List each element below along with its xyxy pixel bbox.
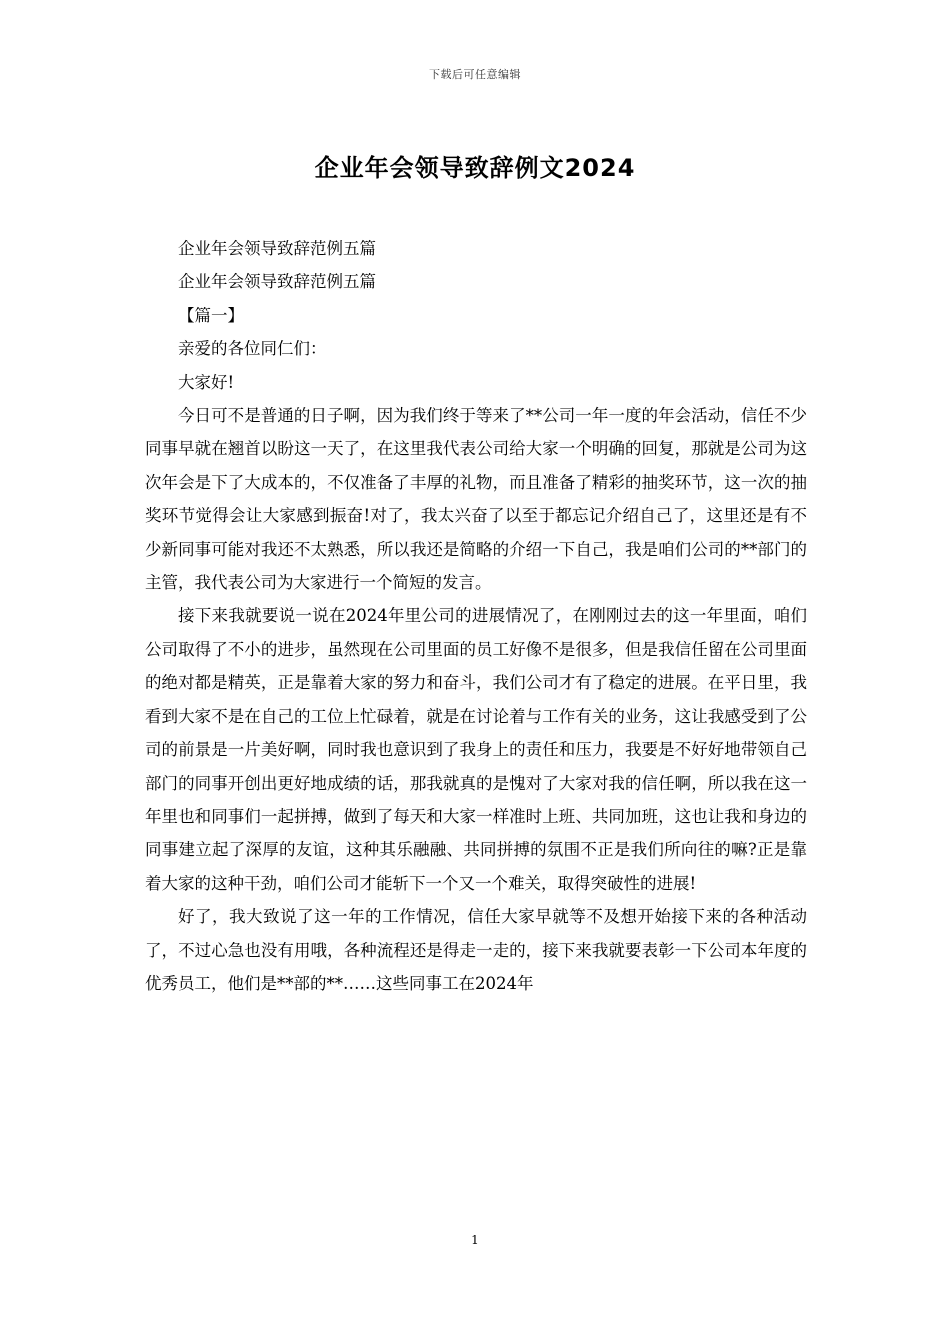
paragraph-section-label: 【篇一】 (178, 305, 244, 325)
paragraph-greeting: 大家好! (178, 372, 235, 392)
header-note: 下载后可任意编辑 (429, 68, 521, 81)
paragraph-subtitle-2: 企业年会领导致辞范例五篇 (178, 272, 376, 292)
paragraph-body-3: 好了，我大致说了这一年的工作情况，信任大家早就等不及想开始接下来的各种活动了，不过心急也没有用哦，各种流程还是得走一走的，接下来我就要表彰一下公司本年度的优秀员工，他们是**部的**……这些同事工在2024年 (145, 907, 807, 993)
paragraph-body-1: 今日可不是普通的日子啊，因为我们终于等来了**公司一年一度的年会活动，信任不少同事早就在翘首以盼这一天了，在这里我代表公司给大家一个明确的回复，那就是公司为这次年会是下了大成本的，不仅准备了丰厚的礼物，而且准备了精彩的抽奖环节，这一次的抽奖环节觉得会让大家感到振奋!对了，我太兴奋了以至于都忘记介绍自己了，这里还是有不少新同事可能对我还不太熟悉，所以我还是简略的介绍一下自己，我是咱们公司的**部门的主管，我代表公司为大家进行一个简短的发言。 (145, 406, 807, 593)
page-number: 1 (471, 1233, 479, 1247)
document-title: 企业年会领导致辞例文2024 (314, 154, 636, 182)
paragraph-body-2: 接下来我就要说一说在2024年里公司的进展情况了，在刚刚过去的这一年里面，咱们公司取得了不小的进步，虽然现在公司里面的员工好像不是很多，但是我信任留在公司里面的绝对都是精英，正是靠着大家的努力和奋斗，我们公司才有了稳定的进展。在平日里，我看到大家不是在自己的工位上忙碌着，就是在讨论着与工作有关的业务，这让我感受到了公司的前景是一片美好啊，同时我也意识到了我身上的责任和压力，我要是不好好地带领自己部门的同事开创出更好地成绩的话，那我就真的是愧对了大家对我的信任啊，所以我在这一年里也和同事们一起拼搏，做到了每天和大家一样准时上班、共同加班，这也让我和身边的同事建立起了深厚的友谊，这种其乐融融、共同拼搏的氛围不正是我们所向往的嘛?正是靠着大家的这种干劲，咱们公司才能斩下一个又一个难关，取得突破性的进展! (145, 606, 807, 893)
paragraph-subtitle-1: 企业年会领导致辞范例五篇 (178, 239, 376, 258)
document-body (145, 232, 807, 1000)
paragraph-salutation: 亲爱的各位同仁们： (178, 339, 327, 359)
